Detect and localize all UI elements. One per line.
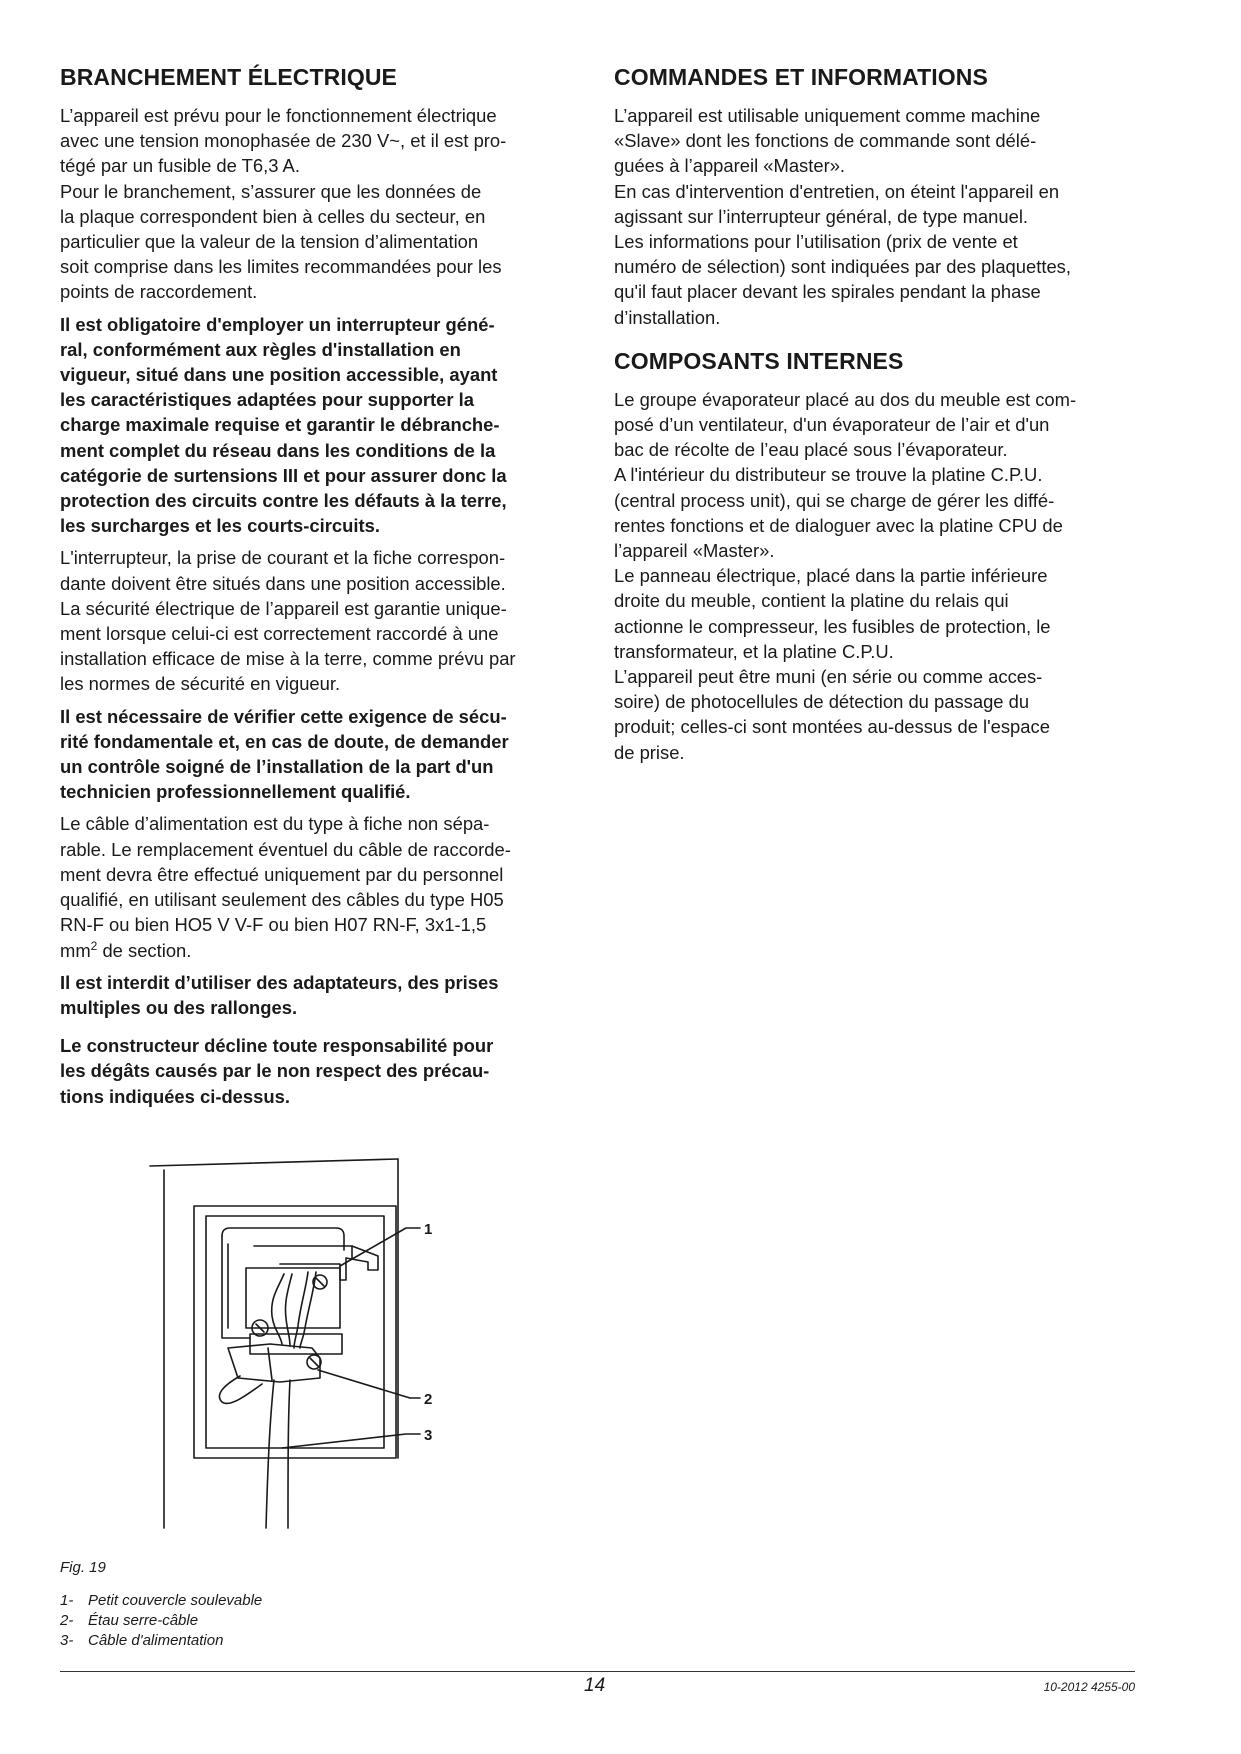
- figure-legend: [60, 1591, 262, 1651]
- figure-19-illustration: [130, 1158, 530, 1538]
- wall-panel-inner: [206, 1216, 384, 1448]
- cable-section-unit: mm: [60, 939, 91, 961]
- warning-interrupteur: Il est obligatoire d'employer un interrupteur géné- ral, conformément aux règles d'installation en vigueur, situé dans une position accessible, ayant les caractéristiques adaptées pour supporter la charge maximale requise et garantir le débranche- ment complet du réseau dans les conditions de la catégorie de surtensions III et pour assurer donc la protection des circuits contre les défauts à la terre, les surcharges et les courts-circuits.: [60, 313, 507, 537]
- warning-verification: Il est nécessaire de vérifier cette exigence de sécu- rité fondamentale et, en cas de doute, de demander un contrôle soigné de l’installation de la part d'un technicien professionnellement qualifié.: [60, 705, 509, 803]
- callout-label-2: 2: [424, 1391, 433, 1408]
- legend-item: [60, 1611, 262, 1631]
- wire-2: [294, 1272, 308, 1348]
- page-number: 14: [584, 1675, 606, 1696]
- legend-item: [60, 1591, 262, 1611]
- legend-number: 2-: [60, 1612, 74, 1629]
- paragraph-cable-lines: Le câble d’alimentation est du type à fiche non sépa- rable. Le remplacement éventuel du câble de raccorde- ment devra être effectué uniquement par du personnel qualifié, en utilisant seulement des câbles du type H05 RN-F ou bien HO5 V V-F ou bien H07 RN-F, 3x1-1,5: [60, 813, 511, 936]
- legend-text: Petit couvercle soulevable: [88, 1592, 263, 1609]
- footer-divider: [60, 1671, 1135, 1672]
- paragraph-securite: L'interrupteur, la prise de courant et la fiche correspon- dante doivent être situés dans une position accessible. La sécurité électrique de l’appareil est garantie unique- ment lorsque celui-ci est correctement raccordé à une installation efficace de mise à la terre, comme prévu par les normes de sécurité en vigueur.: [60, 547, 516, 695]
- right-column: [614, 64, 1142, 765]
- left-column: [60, 64, 580, 1109]
- paragraph-tension: L’appareil est prévu pour le fonctionnement électrique avec une tension monophasée de 230 V~, et il est pro- tégé par un fusible de T6,3 A.: [60, 105, 507, 177]
- wall-top-edge: [150, 1159, 398, 1166]
- power-cable: [266, 1380, 274, 1528]
- paragraph-cable: [60, 811, 580, 962]
- cable-section-tail: de section.: [97, 939, 192, 961]
- section-title-commandes: COMMANDES ET INFORMATIONS: [614, 64, 988, 90]
- warning-adaptateurs: Il est interdit d’utiliser des adaptateurs, des prises multiples ou des rallonges.: [60, 971, 499, 1018]
- cable-clamp: [228, 1344, 320, 1382]
- legend-text: Étau serre-câble: [88, 1612, 199, 1629]
- callout-label-1: 1: [424, 1221, 433, 1238]
- legend-text: Câble d'alimentation: [88, 1632, 224, 1649]
- section-title-composants: COMPOSANTS INTERNES: [614, 347, 904, 374]
- paragraph-branchement: Pour le branchement, s’assurer que les données de la plaque correspondent bien à celles du secteur, en particulier que la valeur de la tension d’alimentation soit comprise dans les limites recommandées pour les points de raccordement.: [60, 180, 502, 303]
- wall-panel: [194, 1206, 396, 1458]
- callout-leader-2: [318, 1370, 420, 1398]
- paragraph-commandes: L’appareil est utilisable uniquement comme machine «Slave» dont les fonctions de commande sont délé- guées à l’appareil «Master». En cas d'intervention d'entretien, on éteint l'appareil en agissant sur l’interrupteur général, de type manuel. Les informations pour l’utilisation (prix de vente et numéro de sélection) sont indiquées par des plaquettes, qu'il faut placer devant les spirales pendant la phase d’installation.: [614, 105, 1071, 328]
- callout-label-3: 3: [424, 1427, 433, 1444]
- legend-number: 1-: [60, 1592, 74, 1609]
- warning-responsabilite: Le constructeur décline toute responsabilité pour les dégâts causés par le non respect des précau- tions indiquées ci-dessus.: [60, 1035, 494, 1107]
- paragraph-composants: Le groupe évaporateur placé au dos du meuble est com- posé d’un ventilateur, d'un évaporateur de l’air et d'un bac de récolte de l’eau placé sous l’évaporateur. A l'intérieur du distributeur se trouve la platine C.P.U. (central process unit), qui se charge de gérer les diffé- rentes fonctions et de dialoguer avec la platine CPU de l’appareil «Master». Le panneau électrique, placé dans la partie inférieure droite du meuble, contient la platine du relais qui actionne le compresseur, les fusibles de protection, le transformateur, et la platine C.P.U. L’appareil peut être muni (en série ou comme acces- soire) de photocellules de détection du passage du produit; celles-ci sont montées au-dessus de l'espace de prise.: [614, 388, 1077, 763]
- legend-number: 3-: [60, 1632, 74, 1649]
- section-title-branchement: BRANCHEMENT ÉLECTRIQUE: [60, 64, 397, 90]
- cable-section-sup: 2: [90, 938, 98, 953]
- legend-item: [60, 1631, 262, 1651]
- figure-caption: Fig. 19: [60, 1559, 106, 1576]
- callout-leader-3: [282, 1434, 420, 1448]
- document-reference: 10-2012 4255-00: [1043, 1680, 1135, 1694]
